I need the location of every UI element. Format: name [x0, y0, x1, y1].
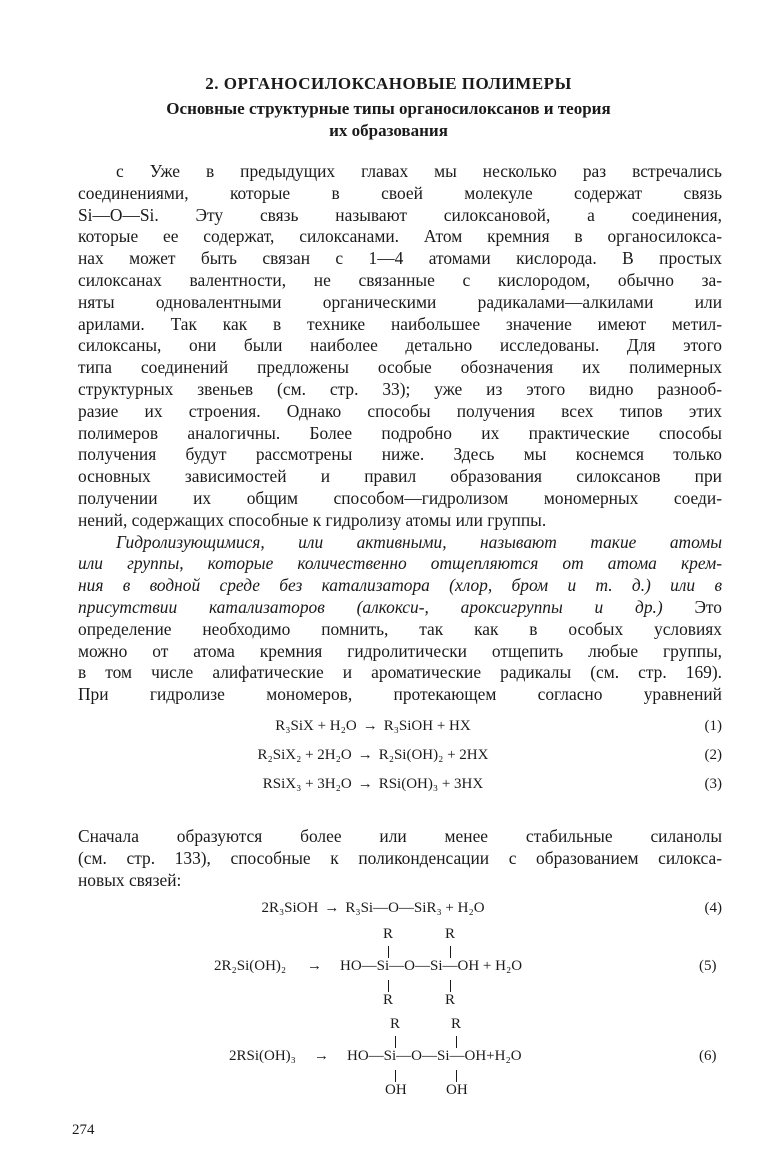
- eq-left: R₃SiX + H₂O: [275, 718, 357, 734]
- text-line: основных зависимостей и правил образования силоксанов при: [78, 466, 722, 487]
- equation-row: [78, 900, 722, 922]
- paragraph-3: [78, 826, 722, 891]
- italic-text: ния в водной среде без катализатора (хлор, бром и т. д.) или в: [78, 575, 722, 596]
- equation-body: [78, 776, 668, 793]
- text-line: силоксанах валентности, не связанные с кислородом, обычно за-: [78, 269, 722, 290]
- eq-right: R₂Si(OH)₂ + 2HX: [378, 747, 489, 763]
- equation-1: [78, 718, 722, 740]
- bond-line: [456, 1036, 457, 1048]
- text-line: Si—O—Si. Эту связь называют силоксановой, а соединения,: [78, 204, 722, 225]
- eq-left: RSiX₃ + 3H₂O: [262, 776, 352, 792]
- eq-left: 2R₂Si(OH)₂: [214, 958, 287, 974]
- equation-body: [78, 900, 668, 917]
- equation-2: [78, 747, 722, 769]
- section-subtitle: [100, 98, 677, 142]
- equation-number: (1): [704, 718, 722, 734]
- text-line-italic: [78, 553, 722, 575]
- italic-text: или группы, которые количественно отщепляются от атома крем-: [78, 553, 722, 574]
- bond-line: [395, 1036, 396, 1048]
- section-title: 2. ОРГАНОСИЛОКСАНОВЫЕ ПОЛИМЕРЫ: [205, 74, 572, 93]
- paragraph-1: [78, 161, 722, 706]
- substituent-bottom-left: R: [383, 992, 394, 1008]
- text-line: которые ее содержат, силоксанами. Атом кремния в органосилокса-: [78, 226, 722, 247]
- text-line: можно от атома кремния гидролитически отщепить любые группы,: [78, 640, 722, 661]
- equation-number: (2): [704, 747, 722, 763]
- text-line: разие их строения. Однако способы получения всех типов этих: [78, 400, 722, 421]
- text-line-italic: [78, 532, 722, 554]
- eq-left: 2RSi(OH)₃: [229, 1048, 296, 1064]
- equation-3: [78, 776, 722, 798]
- arrow-icon: →: [357, 776, 373, 792]
- text-line: типа соединений предложены особые обозначения их полимерных: [78, 357, 722, 378]
- substituent-top-left: R: [383, 926, 394, 942]
- text-line: арилами. Так как в технике наибольшее значение имеют метил-: [78, 313, 722, 334]
- bond-line: [450, 980, 451, 992]
- text-line: соединениями, которые в своей молекуле содержат связь: [78, 182, 722, 203]
- equation-number: (6): [699, 1048, 717, 1064]
- text-line: нений, содержащих способные к гидролизу атомы или группы.: [78, 509, 547, 530]
- text-line: няты одновалентными органическими радикалами—алкилами или: [78, 291, 722, 312]
- arrow-icon: →: [314, 1048, 329, 1064]
- substituent-bottom-right: R: [445, 992, 456, 1008]
- eq-right: R₃SiOH + HX: [383, 718, 471, 734]
- subtitle-line: их образования: [329, 121, 448, 140]
- equation-body: [78, 718, 668, 735]
- equation-number: (3): [704, 776, 722, 792]
- text-line-mixed: [78, 597, 722, 619]
- arrow-icon: →: [362, 718, 378, 734]
- bond-line: [388, 946, 389, 958]
- eq-right: R₃Si—O—SiR₃ + H₂O: [345, 900, 485, 916]
- eq-left: 2R₃SiOH: [261, 900, 319, 916]
- substituent-top-left: R: [390, 1016, 401, 1032]
- text-line: новых связей:: [78, 869, 182, 890]
- text-line: получении их общим способом—гидролизом мономерных соеди-: [78, 487, 722, 508]
- text-line: силоксаны, они были наиболее детально исследованы. Для этого: [78, 335, 722, 356]
- bond-line: [456, 1070, 457, 1082]
- text-line: определение необходимо помнить, так как в особых условиях: [78, 618, 722, 639]
- arrow-icon: →: [357, 747, 373, 763]
- bond-line: [395, 1070, 396, 1082]
- text-line: получения будут рассмотрены ниже. Здесь мы коснемся только: [78, 444, 722, 465]
- text-line: полимеров аналогичны. Более подробно их практические способы: [78, 422, 722, 443]
- substituent-bottom-left: OH: [385, 1082, 407, 1098]
- equation-number: (5): [699, 958, 717, 974]
- equation-number: (4): [704, 900, 722, 916]
- text-line-italic: [78, 575, 722, 597]
- arrow-icon: →: [324, 900, 340, 916]
- equation-body: [78, 747, 668, 764]
- text-line: в том числе алифатические и ароматические радикалы (см. стр. 169).: [78, 662, 722, 683]
- plain-text: Это: [662, 596, 722, 617]
- bond-line: [450, 946, 451, 958]
- bond-line: [388, 980, 389, 992]
- eq-left: R₂SiX₂ + 2H₂O: [257, 747, 352, 763]
- text-line: При гидролизе мономеров, протекающем согласно уравнений: [78, 684, 722, 705]
- substituent-top-right: R: [451, 1016, 462, 1032]
- text-line: с Уже в предыдущих главах мы несколько раз встречались: [116, 161, 722, 181]
- text-line: нах может быть связан с 1—4 атомами кислорода. В простых: [78, 248, 722, 269]
- italic-text: Гидролизующимися, или активными, называют такие атомы: [116, 531, 722, 552]
- subtitle-line: Основные структурные типы органосилоксанов и теория: [166, 99, 611, 118]
- italic-text: присутствии катализаторов (алкокси-, ароксигруппы и др.): [78, 596, 663, 617]
- eq-main: HO—Si—O—Si—OH+H₂O: [347, 1048, 522, 1064]
- substituent-bottom-right: OH: [446, 1082, 468, 1098]
- page-number: 274: [72, 1122, 95, 1138]
- text-line: (см. стр. 133), способные к поликонденсации с образованием силокса-: [78, 847, 722, 868]
- eq-main: HO—Si—O—Si—OH + H₂O: [340, 958, 523, 974]
- arrow-icon: →: [307, 958, 322, 974]
- substituent-top-right: R: [445, 926, 456, 942]
- text-line: структурных звеньев (см. стр. 33); уже из этого видно разнооб-: [78, 378, 722, 399]
- eq-right: RSi(OH)₃ + 3HX: [378, 776, 484, 792]
- text-line: Сначала образуются более или менее стабильные силанолы: [78, 826, 722, 846]
